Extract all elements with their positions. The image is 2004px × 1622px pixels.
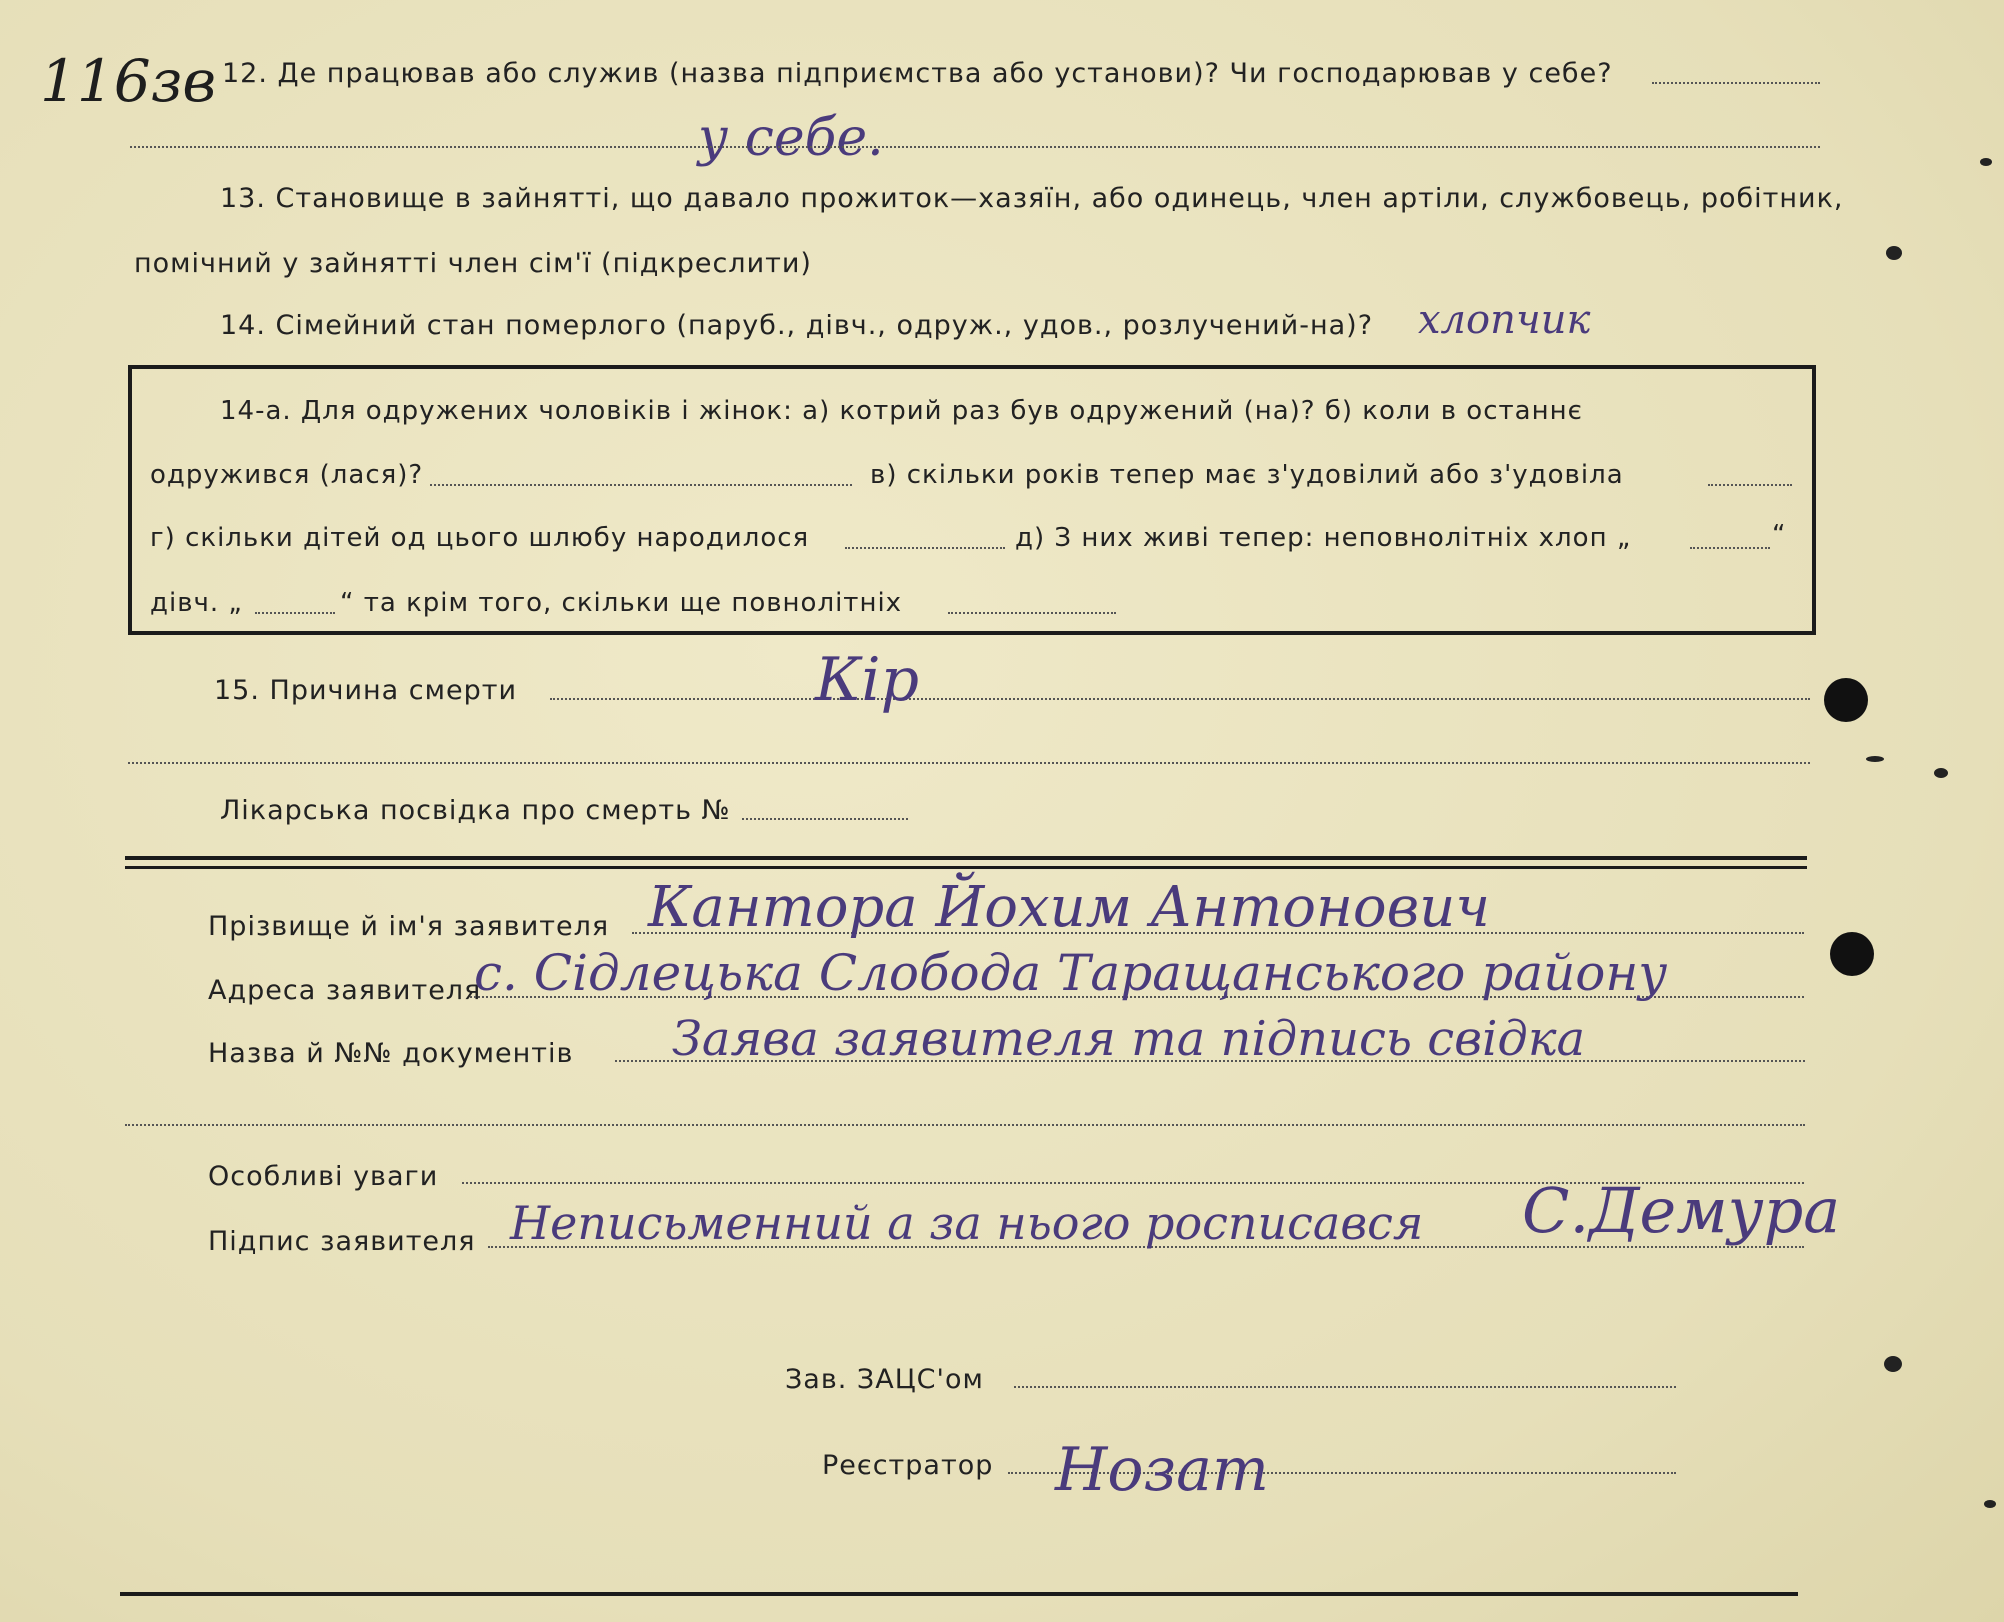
paper-speck: [1984, 1500, 1996, 1508]
signature-mark: С.Демура: [1522, 1174, 1841, 1247]
q14a-line4b-dots: [948, 612, 1116, 614]
q14a-line4a: дівч. „: [150, 588, 243, 618]
registrar-signature: Нозат: [1055, 1435, 1269, 1505]
q14a-line3c: “: [1772, 520, 1787, 550]
q15-answer-line: [128, 762, 1810, 764]
q14a-line2a-dots: [430, 484, 852, 486]
punch-hole-lower: [1830, 932, 1874, 976]
q14a-line3a-dots: [845, 547, 1005, 549]
medical-label: Лікарська посвідка про смерть №: [220, 795, 731, 826]
q12-answer-line: [130, 146, 1820, 148]
q14a-line3b-dots: [1690, 547, 1770, 549]
special-notes-label: Особливі уваги: [208, 1161, 439, 1192]
section-divider-bottom: [125, 866, 1807, 869]
q14a-line1: 14-а. Для одружених чоловіків і жінок: а) котрий раз був одружений (на)? б) коли в останнє: [220, 396, 1583, 426]
q13-label-line1: 13. Становище в зайнятті, що давало прожиток—хазяїн, або одинець, член артіли, службовець, робітник,: [220, 183, 1844, 214]
paper-speck: [1886, 246, 1902, 260]
q15-dots: [550, 698, 1810, 700]
q12-dots: [1652, 82, 1820, 84]
paper-speck: [1980, 158, 1992, 166]
q15-label: 15. Причина смерти: [214, 675, 518, 706]
medical-dots: [742, 818, 908, 820]
applicant-address-label: Адреса заявителя: [208, 975, 482, 1006]
q14-label: 14. Сімейний стан померлого (паруб., дівч., одруж., удов., розлучений-на)?: [220, 310, 1374, 341]
punch-hole-upper: [1824, 678, 1868, 722]
q14a-line2b: в) скільки років тепер має з'удовілий або з'удовіла: [870, 460, 1624, 490]
q12-label: 12. Де працював або служив (назва підприємства або установи)? Чи господарював у себе?: [222, 58, 1613, 89]
q15-answer: Кір: [815, 645, 920, 715]
q12-answer: у себе.: [698, 108, 884, 168]
q14a-line2a: одружився (лася)?: [150, 460, 424, 490]
registry-head-line: [1014, 1386, 1676, 1388]
q14a-line3a: г) скільки дітей од цього шлюбу народилося: [150, 523, 810, 553]
applicant-name-label: Прізвище й ім'я заявителя: [208, 911, 610, 942]
paper-speck: [1934, 768, 1948, 778]
q14a-line4b: “ та крім того, скільки ще повнолітніх: [340, 588, 903, 618]
paper-speck: [1866, 756, 1884, 762]
applicant-address-value: с. Сідлецька Слобода Таращанського району: [474, 944, 1668, 1002]
q14a-line2b-dots: [1708, 484, 1792, 486]
applicant-docs-value: Заява заявителя та підпись свідка: [672, 1011, 1586, 1067]
signature-value: Неписьменний а за нього росписався: [510, 1196, 1424, 1250]
bottom-rule: [120, 1592, 1798, 1596]
applicant-docs-line2: [125, 1124, 1805, 1126]
signature-label: Підпис заявителя: [208, 1226, 476, 1257]
q14a-line3b: д) З них живі тепер: неповнолітніх хлоп „: [1015, 523, 1632, 553]
paper-speck: [1884, 1356, 1902, 1372]
registrar-label: Реєстратор: [822, 1450, 994, 1481]
applicant-name-value: Кантора Йохим Антонович: [648, 875, 1491, 940]
q13-label-line2: помічний у зайнятті член сім'ї (підкреслити): [134, 248, 812, 279]
applicant-docs-label: Назва й №№ документів: [208, 1038, 574, 1069]
q14a-line4a-dots: [255, 612, 335, 614]
margin-note: 116зв: [40, 47, 217, 115]
section-divider-top: [125, 856, 1807, 860]
registry-head-label: Зав. ЗАЦС'ом: [785, 1364, 984, 1395]
q14-answer: хлопчик: [1418, 297, 1591, 343]
